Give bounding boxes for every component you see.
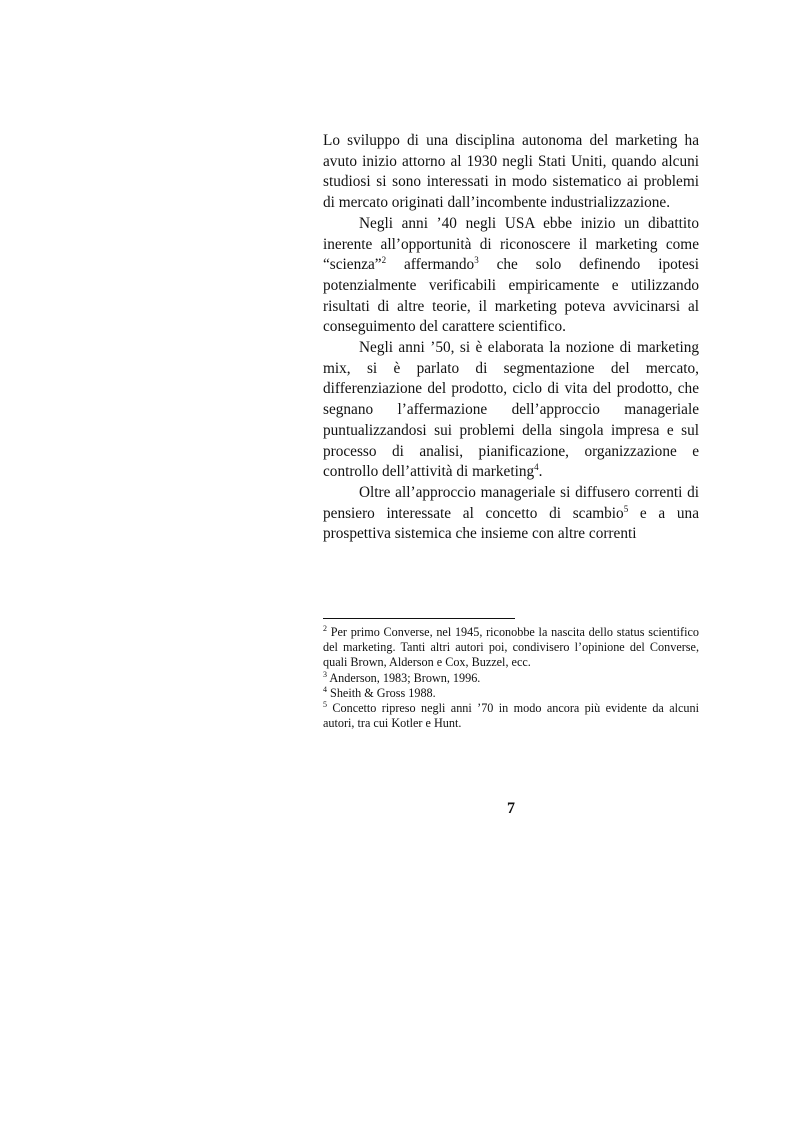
footnote-2 [323, 625, 699, 671]
paragraph-3 [323, 338, 699, 483]
footnote-text: Per primo Converse, nel 1945, riconobbe la nascita dello status scientifico del marketing. Tanti altri autori poi, condivisero l’opinione del Converse, quali Brown, Alderson e Cox, Buzzel, ecc. [323, 625, 699, 670]
footnote-5 [323, 701, 699, 731]
footnote-ref-4: 4 [534, 462, 539, 473]
footnote-ref-2: 2 [381, 255, 387, 266]
paragraph-3-text-a: Negli anni ’50, si è elaborata la nozione di marketing mix, si è parlato di segmentazione del mercato, differenziazione del prodotto, ciclo di vita del prodotto, che segnano l’affermazione dell’approccio manageriale puntualizzandosi sui problemi della singola impresa e sul processo di analisi, pianificazione, organizzazione e controllo dell’attività di marketing [323, 339, 699, 481]
footnote-number: 5 [323, 700, 327, 710]
footnote-3 [323, 671, 699, 686]
footnote-number: 2 [323, 624, 327, 633]
paragraph-2-text-c: che solo definendo ipotesi potenzialmente verificabili empiricamente e utilizzando risultati di altre teorie, il marketing poteva avvicinarsi al conseguimento del carattere scientifico. [323, 256, 699, 336]
main-text [323, 131, 699, 545]
paragraph-4-text-a: Oltre all’approccio manageriale si diffusero correnti di pensiero interessate al concetto di scambio [323, 483, 699, 522]
footnote-ref-3: 3 [474, 255, 479, 266]
footnote-number: 3 [323, 669, 327, 679]
paragraph-3-text-b: . [538, 463, 543, 481]
footnotes [323, 625, 699, 731]
paragraph-2-text-a: Negli anni ’40 negli USA ebbe inizio un dibattito inerente all’opportunità di riconoscere il marketing come “scienza” [323, 214, 699, 274]
paragraph-4 [323, 483, 699, 545]
footnote-text: Sheith & Gross 1988. [327, 685, 436, 700]
footnote-4 [323, 686, 699, 701]
paragraph-2 [323, 214, 699, 338]
footnote-text: Anderson, 1983; Brown, 1996. [327, 670, 481, 685]
footnote-number: 4 [323, 684, 327, 694]
paragraph-4-text-b: e a una prospettiva sistemica che insieme con altre correnti [323, 504, 699, 543]
footnote-text: Concetto ripreso negli anni ’70 in modo ancora più evidente da alcuni autori, tra cui Kotler e Hunt. [323, 701, 699, 731]
paragraph-2-text-b: affermando [386, 256, 475, 274]
paragraph-1: Lo sviluppo di una disciplina autonoma del marketing ha avuto inizio attorno al 1930 negli Stati Uniti, quando alcuni studiosi si sono interessati in modo sistematico ai problemi di mercato originati dall’incombente industrializzazione. [323, 132, 699, 212]
footnote-ref-5: 5 [623, 503, 629, 514]
footnote-separator [323, 618, 515, 619]
page-number: 7 [507, 800, 515, 817]
